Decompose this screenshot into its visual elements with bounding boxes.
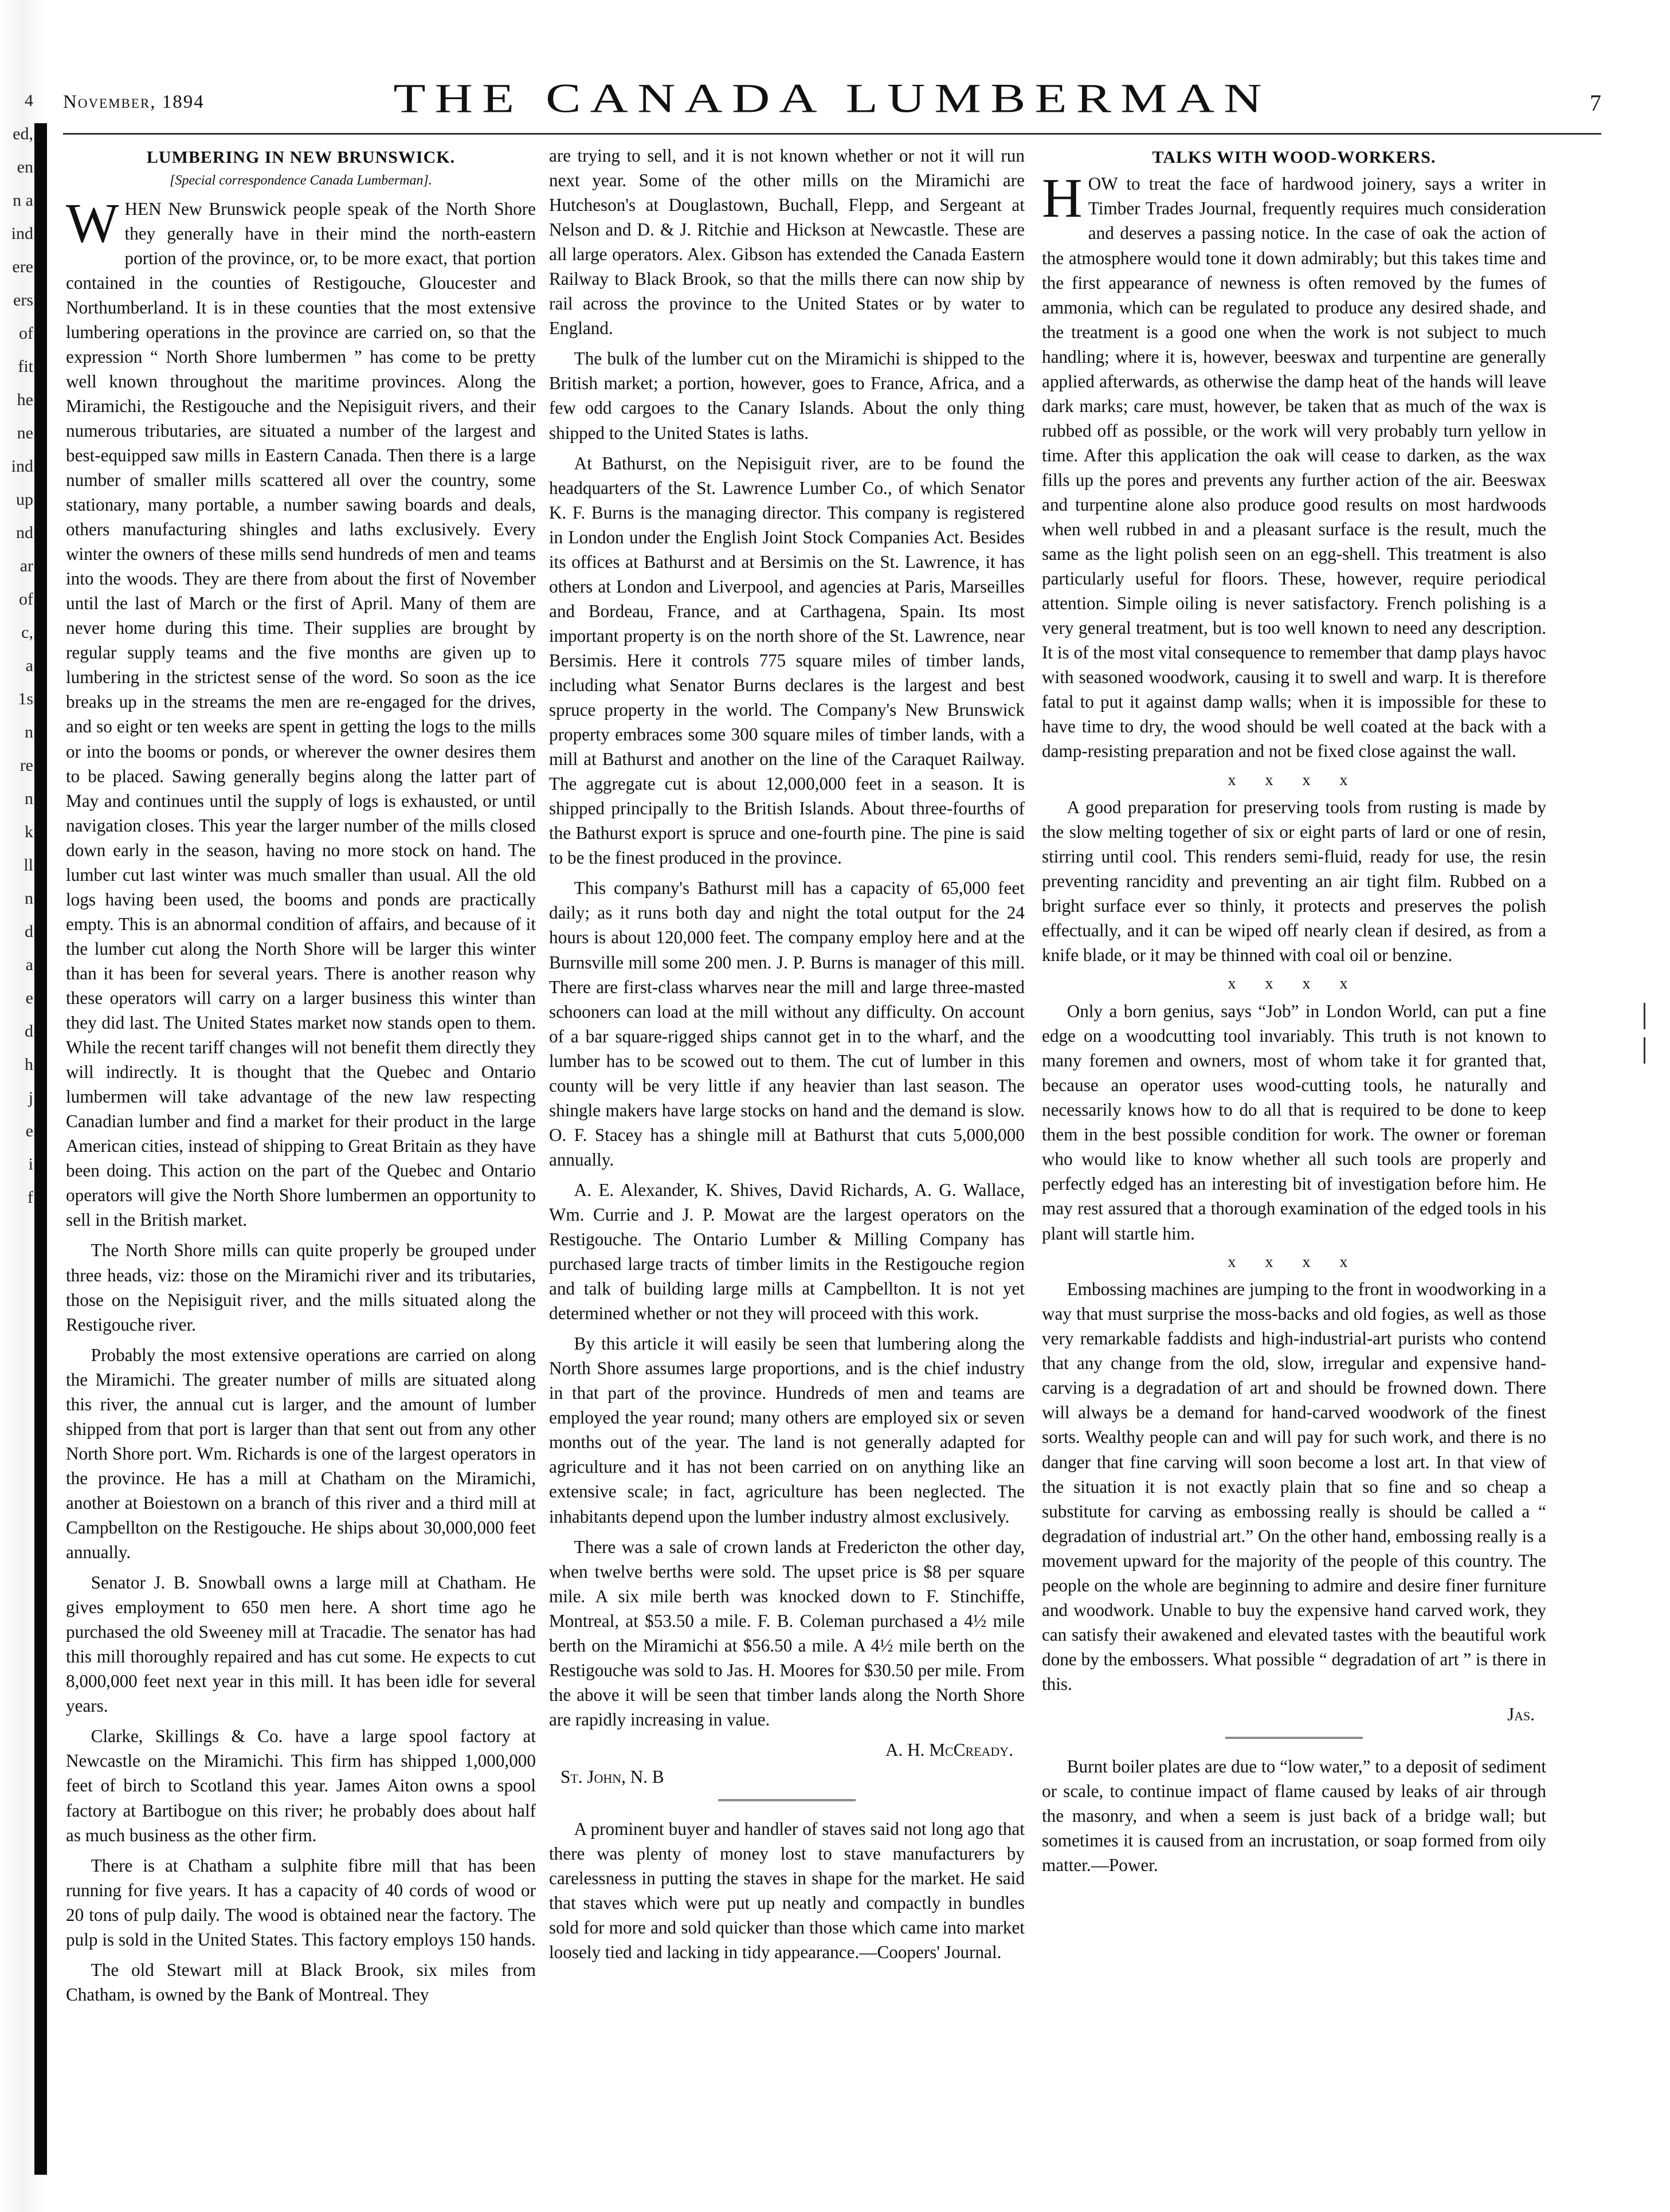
edge-fragment: ind <box>11 224 33 243</box>
edge-fragment: ar <box>19 556 33 575</box>
edge-fragment: en <box>17 158 33 177</box>
article-paragraph: The bulk of the lumber cut on the Miramichi is shipped to the British market; a portion, however, goes to France, Africa, and a few odd cargoes to the Canary Islands. About the only thing shipped to the United States is laths. <box>549 348 1025 443</box>
edge-fragment: h <box>25 1055 33 1074</box>
section-rule <box>718 1799 856 1803</box>
binding-bar <box>34 123 47 2175</box>
header-rule <box>63 133 1601 135</box>
edge-fragment: a <box>25 955 33 974</box>
article-paragraph: At Bathurst, on the Nepisiguit river, are to be found the headquarters of the St. Lawrence Lumber Co., of which Senator K. F. Burns is the managing director. This company is registered in London under the English Joint Stock Companies Act. Besides its offices at Bathurst and at Bersimis on the St. Lawrence, it has others at London and Liverpool, and agencies at Paris, Marseilles and Bordeau, France, and at Carthagena, Spain. Its most important property is on the north shore of the St. Lawrence, near Bersimis. Here it controls 775 square miles of timber lands, including what Senator Burns declares is the largest and best spruce property in the world. The Company's New Brunswick property embraces some 300 square miles of timber lands, with a mill at Bathurst and another on the line of the Caraquet Railway. The aggregate cut is about 12,000,000 feet in a season. It is shipped principally to the British Islands. About three-fourths of the Bathurst export is spruce and one-fourth pine. The pine is said to be the finest produced in the province. <box>549 453 1025 868</box>
column-3 <box>1042 143 1546 2178</box>
masthead <box>63 69 1601 143</box>
article-paragraph <box>66 192 536 1233</box>
edge-fragment: fit <box>18 357 33 376</box>
article-paragraph: Only a born genius, says “Job” in London World, can put a fine edge on a woodcutting tool invariably. This truth is not known to many foremen and owners, most of whom take it for granted that, because an operator uses wood-cutting tools, he naturally and necessarily knows how to do all that is required to be done to keep them in the best possible condition for work. The owner or foreman who would like to know whether all such tools are properly and perfectly edged has an interesting bit of investigation before him. He may rest assured that a thorough examination of the edged tools in his plant will startle him. <box>1042 1001 1546 1244</box>
newspaper-title: THE CANADA LUMBERMAN <box>393 75 1271 121</box>
edge-fragment: ind <box>11 457 33 476</box>
section-separator: x x x x <box>1228 771 1361 789</box>
paragraph-text: OW to treat the face of hardwood joinery, says a writer in Timber Trades Journal, frequently requires much consideration and deserves a passing notice. In the case of oak the action of the atmosphere would tone it down admirably; but this takes time and the first appearance of newness is often removed by the fumes of ammonia, which can be regulated to produce any desired shade, and the treatment is a good one when the work is not subject to much handling; where it is, however, beeswax and turpentine are generally applied afterwards, as otherwise the damp heat of the hands will leave dark marks; care must, however, be taken that as much of the wax is rubbed off as possible, or the work will very probably turn yellow in time. After this application the oak will cease to darken, as the wax fills up the pores and prevents any further action of the air. Beeswax and turpentine alone also produce good results on most hardwoods when well rubbed in and a pleasant surface is the result, much the same as the light polish seen on an egg-shell. This treatment is also particularly useful for floors. These, however, require periodical attention. Simple oiling is never satisfactory. French polishing is a very general treatment, but is too well known to need any description. It is of the most vital consequence to remember that damp plays havoc with seasoned woodwork, causing it to swell and warp. It is therefore fatal to put it against damp walls; when it is impossible for these to have time to dry, the wood should be well coated at the back with a damp-resisting preparation and not be fixed close against the wall. <box>1042 174 1546 762</box>
edge-fragment: of <box>19 590 33 609</box>
article-paragraph: There is at Chatham a sulphite fibre mill that has been running for five years. It has a capacity of 40 cords of wood or 20 tons of pulp daily. The wood is obtained near the factory. The pulp is sold in the United States. This factory employs 150 hands. <box>66 1855 536 1950</box>
article-heading: LUMBERING IN NEW BRUNSWICK. <box>146 148 456 167</box>
edge-fragment: c, <box>21 623 33 642</box>
article-paragraph: By this article it will easily be seen that lumbering along the North Shore assumes large proportions, and is the chief industry in that part of the province. Hundreds of men and teams are employed the year round; many others are employed six or seven months out of the year. The land is not generally adapted for agriculture and it has not been carried on on anything like an extensive scale; in fact, agriculture has been neglected. The inhabitants depend upon the lumber industry almost exclusively. <box>549 1334 1025 1527</box>
article-paragraph: There was a sale of crown lands at Fredericton the other day, when twelve berths were sold. The upset price is $8 per square mile. A six mile berth was knocked down to F. Stinchiffe, Montreal, at $53.50 a mile. F. B. Coleman purchased a 4½ mile berth on the Miramichi at $56.50 a mile. A 4½ mile berth on the Restigouche was sold to Jas. H. Moores for $30.50 per mile. From the above it will be seen that timber lands along the North Shore are rapidly increasing in value. <box>549 1536 1025 1729</box>
article-paragraph: are trying to sell, and it is not known whether or not it will run next year. Some of the other mills on the Miramichi are Hutcheson's at Douglastown, Buchall, Flepp, and Sergeant at Nelson and D. & J. Ritchie and Hickson at Newcastle. These are all large operators. Alex. Gibson has extended the Canada Eastern Railway to Black Brook, so that the mills there can now ship by rail across the province to the United States or by water to England. <box>549 146 1025 339</box>
edge-fragment: e <box>25 989 33 1007</box>
edge-fragment: 1s <box>18 689 33 708</box>
article-paragraph: The North Shore mills can quite properly be grouped under three heads, viz: those on the Miramichi river and its tributaries, those on the Nepisiguit river, and the mills situated along the Restigouche river. <box>66 1240 536 1335</box>
author-signature: Jas. <box>1507 1704 1535 1724</box>
dateline-place: St. John, N. B <box>560 1767 664 1787</box>
article-paragraph: Probably the most extensive operations are carried on along the Miramichi. The greater number of mills are situated along this river, the annual cut is larger, and the amount of lumber shipped from that port is larger than that sent out from any other North Shore port. Wm. Richards is one of the largest operators in the province. He has a mill at Chatham on the Miramichi, another at Boiestown on a branch of this river and a third mill at Campbellton on the Restigouche. He ships about 30,000,000 feet annually. <box>66 1344 536 1563</box>
edge-fragment: ne <box>17 423 33 442</box>
edge-fragment: he <box>17 390 33 409</box>
edge-fragment: k <box>25 822 33 841</box>
section-rule <box>1225 1737 1363 1740</box>
edge-fragment: nd <box>16 523 33 542</box>
section-separator: x x x x <box>1228 975 1361 993</box>
article-paragraph <box>1042 167 1546 763</box>
edge-fragment: ere <box>12 257 33 276</box>
article-paragraph: A. E. Alexander, K. Shives, David Richards, A. G. Wallace, Wm. Currie and J. P. Mowat are the largest operators on the Restigouche. The Ontario Lumber & Milling Company has purchased large tracts of timber limits in the Restigouche region and talk of building large mills at Campbellton. It is not yet determined whether or not they will proceed with this work. <box>549 1179 1025 1324</box>
article-paragraph: Burnt boiler plates are due to “low water,” to a deposit of sediment or scale, to continue impact of flame caused by leaks of air through the masonry, and when a seem is just back of a bridge wall; but sometimes it is caused from an incrustation, or soap formed from oily matter.—Power. <box>1042 1756 1546 1876</box>
edge-fragment: 4 <box>25 91 33 110</box>
edge-fragment: ers <box>13 291 33 309</box>
section-separator: x x x x <box>1228 1253 1361 1271</box>
drop-cap: W <box>66 192 119 254</box>
article-paragraph: Clarke, Skillings & Co. have a large spool factory at Newcastle on the Miramichi. This firm has shipped 1,000,000 feet of birch to Scotland this year. James Aiton owns a spool factory at Bartibogue on this river; he probably does about half as much business as the other firm. <box>66 1726 536 1845</box>
edge-fragment: a <box>25 656 33 675</box>
column-2 <box>549 143 1025 2178</box>
edge-fragment: re <box>19 756 33 775</box>
margin-mark <box>1644 1003 1645 1029</box>
article-paragraph: Embossing machines are jumping to the front in woodworking in a way that must surprise the moss-backs and old fogies, as well as those very remarkable faddists and high-industrial-art purists who contend that any change from the old, slow, irregular and expensive hand-carving is a degradation of art and should be frowned down. There will always be a demand for hand-carved woodwork of the finest sorts. Wealthy people can and will pay for such work, and there is no danger that fine carving will soon become a lost art. In that view of the situation it is not exactly plain that so fine and so cheap a substitute for carving as embossing really is should be called a “ degradation of industrial art.” On the other hand, embossing really is a movement upward for the majority of the people of this country. The people on the whole are beginning to admire and desire finer furniture and woodwork. Unable to buy the expensive hand carved work, they can satisfy their awakened and elevated tastes with the beautiful work done by the embossers. What possible “ degradation of art ” is there in this. <box>1042 1279 1546 1694</box>
article-heading: TALKS WITH WOOD-WORKERS. <box>1152 148 1436 167</box>
author-signature: A. H. McCready. <box>885 1739 1013 1760</box>
edge-fragment: d <box>25 1022 33 1041</box>
edge-fragment: n a <box>13 191 33 210</box>
edge-fragment: up <box>16 490 33 509</box>
edge-fragment: n <box>25 889 33 908</box>
edge-fragment: ed, <box>13 124 33 143</box>
edge-fragment: e <box>25 1121 33 1140</box>
margin-mark <box>1644 1037 1645 1064</box>
issue-date: November, 1894 <box>63 92 205 112</box>
edge-fragment: j <box>28 1088 33 1107</box>
column-1 <box>66 143 536 2178</box>
article-paragraph: A prominent buyer and handler of staves said not long ago that there was plenty of money lost to stave manufacturers by carelessness in putting the staves in shape for the market. He said that staves which were put up neatly and compactly in bundles sold for more and sold quicker than those which came into market loosely tied and lacking in tidy appearance.—Coopers' Journal. <box>549 1819 1025 1963</box>
article-subheading: [Special correspondence Canada Lumberman]. <box>170 173 432 189</box>
page-number: 7 <box>1590 90 1601 116</box>
article-paragraph: The old Stewart mill at Black Brook, six miles from Chatham, is owned by the Bank of Montreal. They <box>66 1959 536 2005</box>
edge-fragment: n <box>25 789 33 808</box>
edge-fragment: ll <box>23 856 33 874</box>
edge-fragment: f <box>28 1188 33 1207</box>
edge-fragment: n <box>25 723 33 742</box>
article-paragraph: Senator J. B. Snowball owns a large mill at Chatham. He gives employment to 650 men here. A short time ago he purchased the old Sweeney mill at Tracadie. The senator has had this mill thoroughly repaired and has cut some. He expects to cut 8,000,000 feet next year in this mill. It has been idle for several years. <box>66 1572 536 1716</box>
edge-fragment: d <box>25 922 33 941</box>
edge-fragment: i <box>28 1155 33 1174</box>
paragraph-text: HEN New Brunswick people speak of the North Shore they generally have in their mind the north-eastern portion of the province, or, to be more exact, that portion contained in the counties of Restigouche, Gloucester and Northumberland. It is in these counties that the most extensive lumbering operations in the province are carried on, so that the expression “ North Shore lumbermen ” has come to be pretty well known throughout the maritime provinces. Along the Miramichi, the Restigouche and the Nepisiguit rivers, and their numerous tributaries, are situated a number of the largest and best-equipped saw mills in Eastern Canada. Then there is a large number of smaller mills scattered all over the country, some stationary, many portable, a number sawing boards and deals, others manufacturing shingles and laths exclusively. Every winter the owners of these mills send hundreds of men and teams into the woods. They are there from about the first of November until the last of March or the first of April. Many of them are never home during this time. Their supplies are brought by regular supply teams and the five months are given up to lumbering in the strictest sense of the word. So soon as the ice breaks up in the streams the men are re-engaged for the drives, and so eight or ten weeks are spent in getting the logs to the mills or into the booms or ponds, or wherever the owner desires them to be placed. Sawing generally begins along the latter part of May and continues until the supply of logs is exhausted, or until navigation closes. This year the larger number of the mills closed down early in the season, having no more stock on hand. The lumber cut last winter was much smaller than usual. All the old logs having been used, the booms and ponds are practically empty. This is an abnormal condition of affairs, and because of it the lumber cut along the North Shore will be larger this winter than it has been for several years. There is another reason why these operators will carry on a larger business this winter than they did last. The United States market now stands open to them. While the recent tariff changes will not benefit them directly they will indirectly. It is thought that the Quebec and Ontario lumbermen will take advantage of the new law respecting Canadian lumber and find a market for their product in the large American cities, instead of shipping to Great Britain as they have been doing. This action on the part of the Quebec and Ontario operators will give the North Shore lumbermen an opportunity to sell in the British market. <box>66 198 536 1230</box>
drop-cap: H <box>1042 167 1083 230</box>
edge-fragment: of <box>19 324 33 343</box>
article-paragraph: This company's Bathurst mill has a capacity of 65,000 feet daily; as it runs both day and night the total output for the 24 hours is about 120,000 feet. The company employ here and at the Burnsville mill some 200 men. J. P. Burns is manager of this mill. There are first-class wharves near the mill and large three-masted schooners can load at the mill without any difficulty. On account of a bar square-rigged ships cannot get in to the wharf, and the lumber has to be scowed out to them. The cut of lumber in this county will be very little if any heavier than last season. The shingle makers have large stocks on hand and the demand is slow. O. F. Stacey has a shingle mill at Bathurst that cuts 5,000,000 annually. <box>549 878 1025 1170</box>
article-paragraph: A good preparation for preserving tools from rusting is made by the slow melting together of six or eight parts of lard or one of resin, stirring until cool. This renders semi-fluid, ready for use, the resin preventing rancidity and preventing an air tight film. Rubbed on a bright surface ever so thinly, it protects and preserves the polish effectually, and it can be wiped off nearly clean if desired, as from a knife blade, or it may be thinned with coal oil or benzine. <box>1042 797 1546 966</box>
